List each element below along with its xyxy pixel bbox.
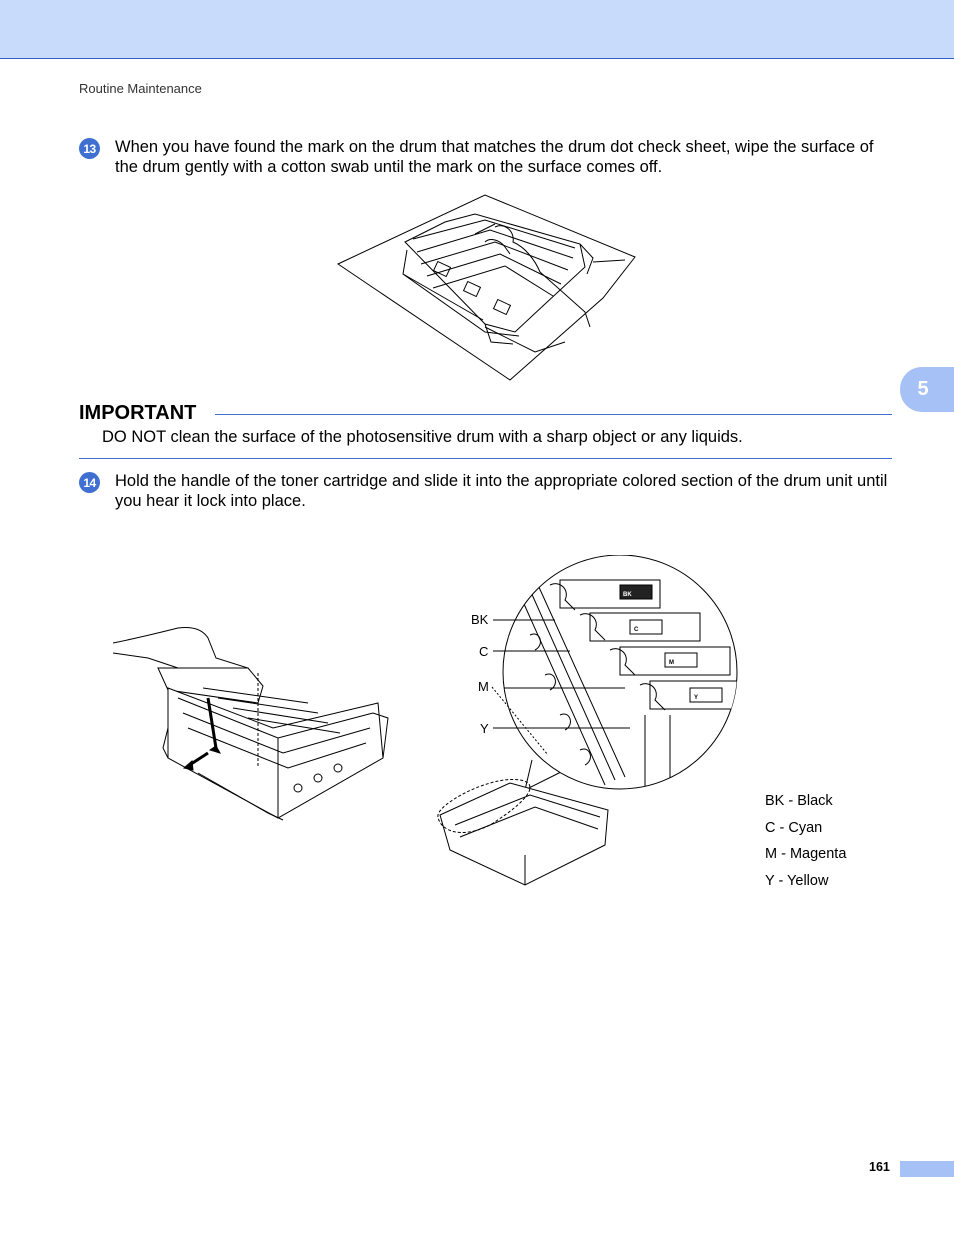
top-header-band	[0, 0, 954, 59]
important-rule-top	[215, 414, 892, 415]
step-text: Hold the handle of the toner cartridge and slide it into the appropriate colored section of the drum unit until you hear it lock into place.	[115, 472, 888, 510]
callout-y: Y	[480, 721, 489, 736]
running-header: Routine Maintenance	[79, 81, 202, 96]
color-legend	[765, 793, 846, 899]
chapter-number: 5	[917, 378, 929, 400]
insert-cartridge-illustration	[108, 608, 393, 828]
page-number: 161	[869, 1160, 890, 1174]
cartridge-label-bk: BK	[623, 592, 632, 598]
footer-band	[900, 1161, 954, 1177]
callout-m: M	[478, 679, 489, 694]
callout-bk: BK	[471, 612, 489, 627]
cartridge-label-c: C	[634, 627, 639, 633]
step-number-badge: 13	[79, 138, 100, 159]
important-text: DO NOT clean the surface of the photosensitive drum with a sharp object or any liquids.	[102, 428, 743, 446]
callout-c: C	[479, 644, 489, 659]
legend-item: C - Cyan	[765, 819, 823, 836]
cartridge-label-y: Y	[694, 695, 699, 701]
cartridge-label-m: M	[669, 660, 674, 666]
chapter-tab[interactable]	[900, 367, 954, 412]
step-number-badge: 14	[79, 472, 100, 493]
important-rule-bottom	[79, 458, 892, 459]
step-text: When you have found the mark on the drum that matches the drum dot check sheet, wipe the surface of the drum gently with a cotton swab until the mark on the surface comes off.	[115, 138, 874, 176]
drum-wipe-illustration	[335, 192, 640, 382]
legend-item: M - Magenta	[765, 846, 847, 862]
legend-item: BK - Black	[765, 793, 833, 809]
important-heading: IMPORTANT	[79, 402, 197, 424]
legend-item: Y - Yellow	[765, 872, 829, 889]
cartridge-color-position-illustration	[430, 555, 745, 895]
